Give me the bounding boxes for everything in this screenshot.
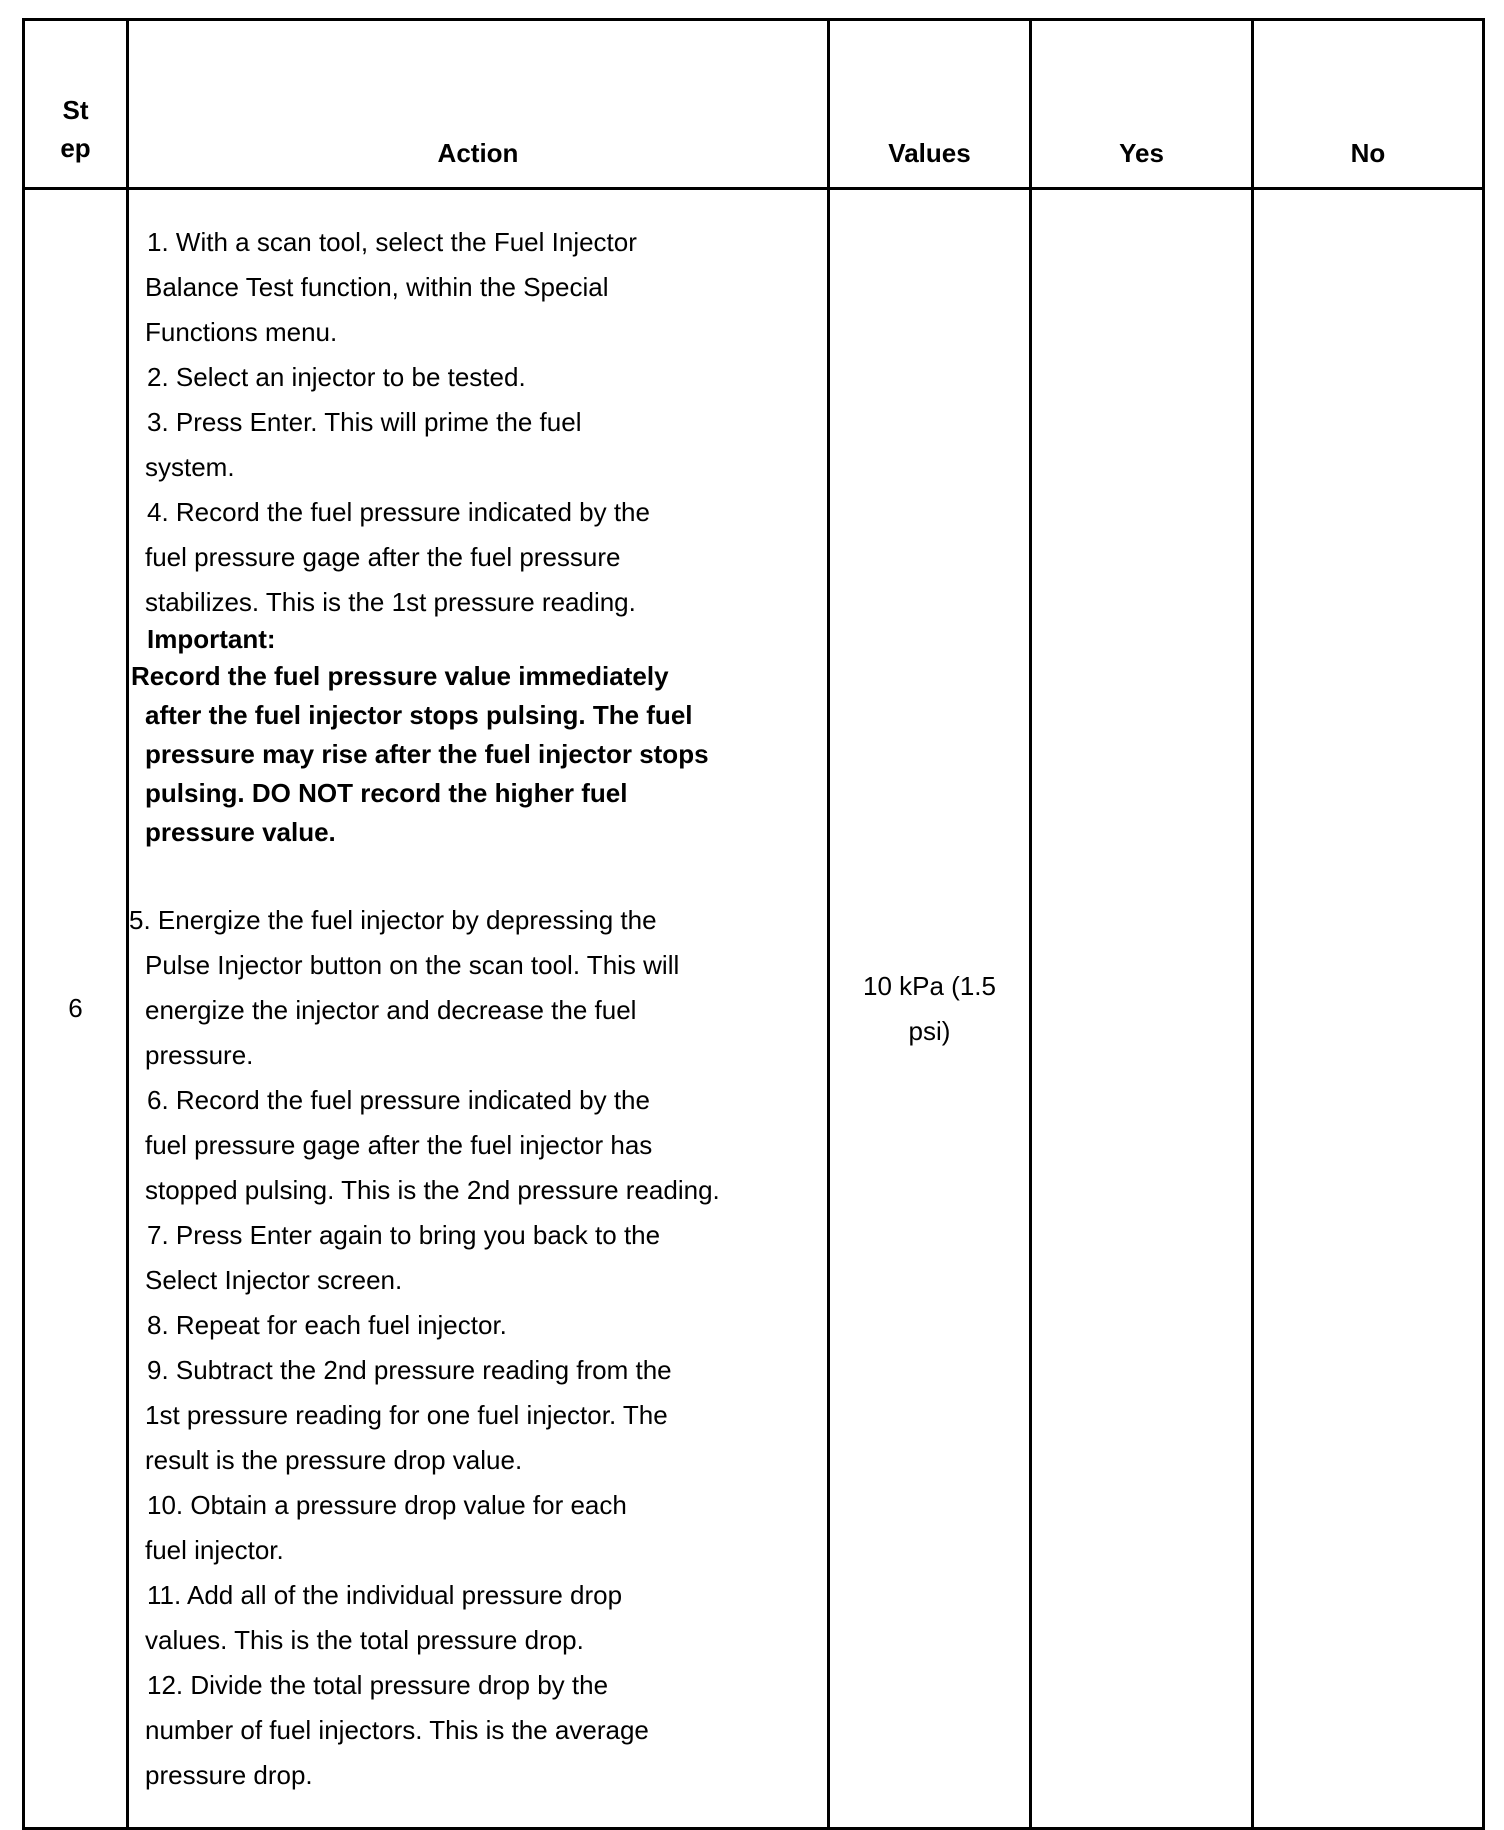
important-line: Record the fuel pressure value immediately [131,660,669,691]
action-line: 7. Press Enter again to bring you back to the [147,1219,661,1250]
yes-cell [1031,189,1253,1829]
action-line: 1st pressure reading for one fuel injector. The [145,1399,668,1430]
important-line: pressure value. [145,816,336,847]
action-line: fuel pressure gage after the fuel injector has [145,1129,653,1160]
action-line: system. [145,451,235,482]
action-line: 8. Repeat for each fuel injector. [147,1309,507,1340]
action-line: fuel pressure gage after the fuel pressure [145,541,621,572]
no-cell [1253,189,1484,1829]
header-step-line: ep [60,133,91,163]
action-line: number of fuel injectors. This is the average [145,1714,649,1745]
values-cell [829,189,1031,1829]
header-step-line: St [62,95,89,125]
action-line: stabilizes. This is the 1st pressure reading. [145,586,636,617]
step-number: 6 [24,189,128,1829]
header-yes: Yes [1031,20,1253,189]
action-line: pressure. [145,1039,254,1070]
action-line: Functions menu. [145,316,338,347]
header-action: Action [128,20,829,189]
action-line: Select Injector screen. [145,1264,403,1295]
action-line: Pulse Injector button on the scan tool. This will [145,949,680,980]
action-line: pressure drop. [145,1759,313,1790]
spacer [129,852,827,898]
header-no: No [1253,20,1484,189]
action-line: 5. Energize the fuel injector by depressing the [129,904,657,935]
table-row [24,189,1484,1829]
action-line: energize the injector and decrease the fuel [145,994,637,1025]
action-line: 10. Obtain a pressure drop value for each [147,1489,627,1520]
important-note [129,657,827,852]
action-line: 11. Add all of the individual pressure drop [147,1579,623,1610]
action-line: 12. Divide the total pressure drop by the [147,1669,609,1700]
action-line: Balance Test function, within the Special [145,271,609,302]
action-cell [128,189,829,1829]
action-line: 9. Subtract the 2nd pressure reading from the [147,1354,672,1385]
diagnostic-table [22,18,1485,1830]
action-line: 3. Press Enter. This will prime the fuel [147,406,582,437]
value-line: psi) [908,1015,951,1046]
action-line: 2. Select an injector to be tested. [147,361,526,392]
action-line: fuel injector. [145,1534,284,1565]
important-line: pressure may rise after the fuel injector stops [145,738,709,769]
header-step [24,20,128,189]
important-line: pulsing. DO NOT record the higher fuel [145,777,628,808]
important-title: Important: [147,623,276,654]
action-line: result is the pressure drop value. [145,1444,523,1475]
action-line: stopped pulsing. This is the 2nd pressure reading. [145,1174,720,1205]
header-row [24,20,1484,189]
action-line: values. This is the total pressure drop. [145,1624,584,1655]
action-line: 1. With a scan tool, select the Fuel Injector [147,226,637,257]
action-line: 4. Record the fuel pressure indicated by the [147,496,650,527]
action-line: 6. Record the fuel pressure indicated by the [147,1084,650,1115]
important-line: after the fuel injector stops pulsing. The fuel [145,699,693,730]
header-values: Values [829,20,1031,189]
value-line: 10 kPa (1.5 [863,970,996,1001]
